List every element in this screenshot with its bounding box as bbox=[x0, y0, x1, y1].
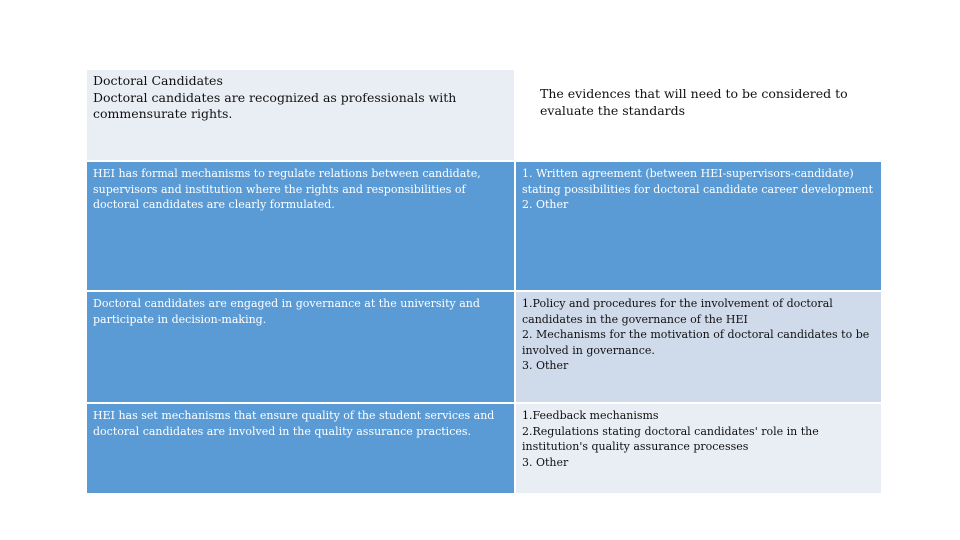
row-3-evidence-item: 2.Regulations stating doctoral candidates' role in the institution's quality assurance processes bbox=[522, 424, 819, 453]
row-1-evidence-item: 1. Written agreement (between HEI-supervisors-candidate) stating possibilities for doctoral candidate career development bbox=[522, 167, 874, 196]
row-3-evidence-item: 3. Other bbox=[522, 455, 569, 469]
row-2-standard bbox=[87, 292, 514, 402]
row-1-evidence bbox=[516, 162, 881, 290]
header-standard-cell bbox=[87, 70, 514, 160]
row-3-evidence-item: 1.Feedback mechanisms bbox=[522, 409, 659, 422]
row-2-evidence bbox=[516, 292, 881, 402]
header-subtitle: Doctoral candidates are recognized as professionals with commensurate rights. bbox=[93, 89, 457, 121]
row-2-evidence-item: 1.Policy and procedures for the involvement of doctoral candidates in the governance of the HEI bbox=[522, 297, 833, 326]
row-3-evidence bbox=[516, 404, 881, 493]
row-1-standard bbox=[87, 162, 514, 290]
header-evidence-text: The evidences that will need to be considered to evaluate the standards bbox=[540, 86, 848, 118]
row-1-evidence-item: 2. Other bbox=[522, 198, 569, 211]
header-evidence-cell bbox=[516, 70, 881, 160]
row-2-evidence-item: 2. Mechanisms for the motivation of doctoral candidates to be involved in governance. bbox=[522, 328, 870, 357]
standards-table bbox=[87, 70, 879, 493]
row-2-standard-text: Doctoral candidates are engaged in governance at the university and participate in decision-making. bbox=[93, 297, 480, 326]
header-title: Doctoral Candidates bbox=[93, 73, 223, 88]
row-3-standard-text: HEI has set mechanisms that ensure quality of the student services and doctoral candidates are involved in the quality assurance practices. bbox=[93, 409, 495, 438]
row-3-standard bbox=[87, 404, 514, 493]
row-2-evidence-item: 3. Other bbox=[522, 359, 569, 372]
row-1-standard-text: HEI has formal mechanisms to regulate relations between candidate, supervisors and institution where the rights and responsibilities of doctoral candidates are clearly formulated. bbox=[93, 167, 481, 211]
